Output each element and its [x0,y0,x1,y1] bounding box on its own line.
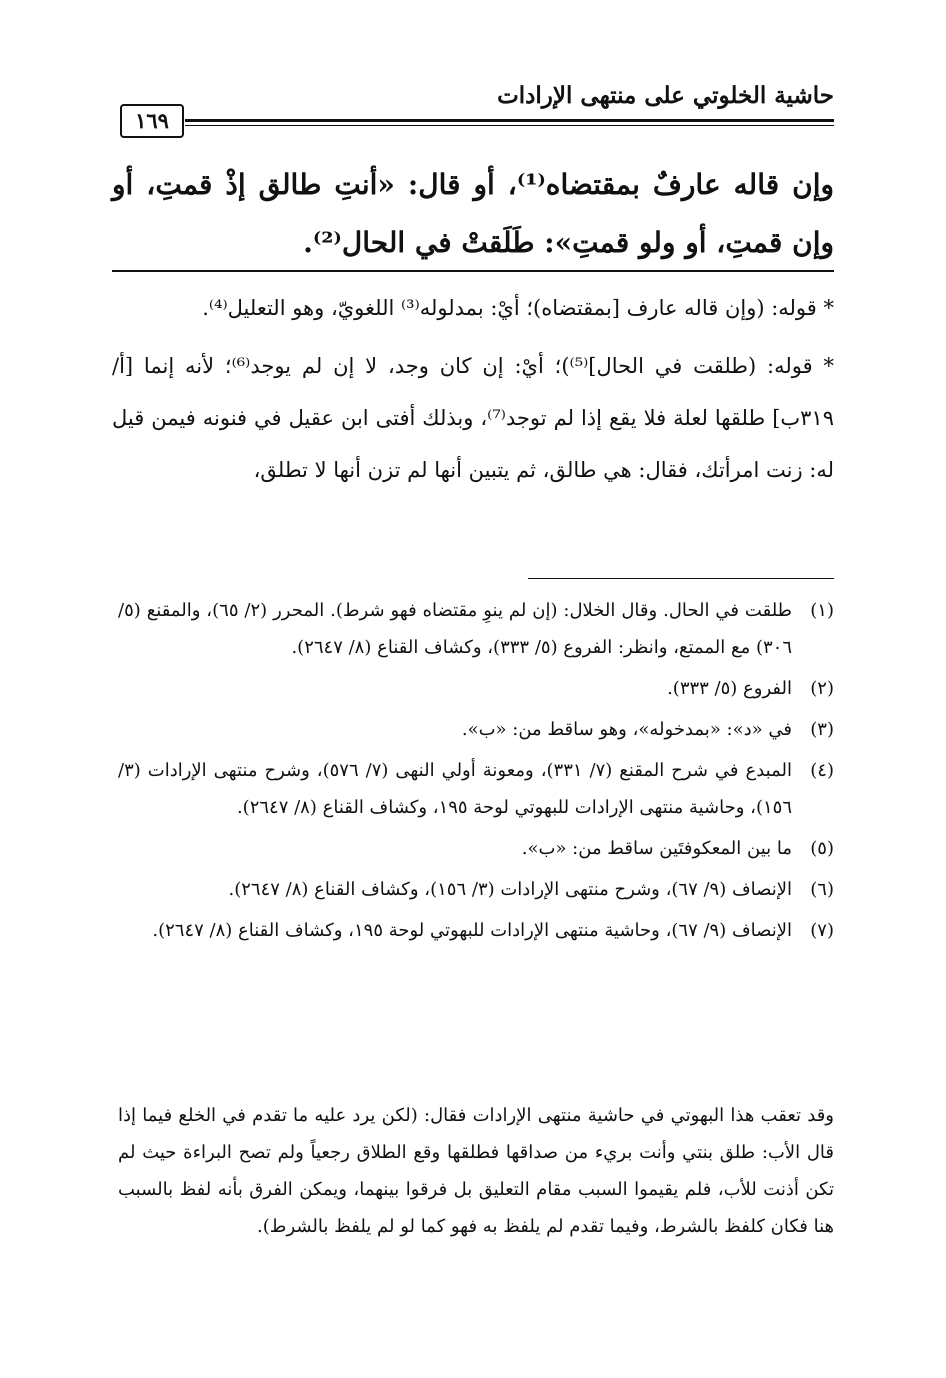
footnote-number: (٣) [810,719,834,740]
commentary-paragraph-2: * قوله: (طلقت في الحال]⁽⁵⁾)؛ أيْ: إن كان وجد، لا إن لم يوجد⁽⁶⁾؛ لأنه إنما [أ/ ٣١٩ب] طلقها لعلة فلا يقع إذا لم توجد⁽⁷⁾، وبذلك أفتى ابن عقيل في فنونه فيمن قيل له: زنت امرأتك، فقال: هي طالق، ثم يتبين أنها لم تزن أنها لا تطلق، [112,354,835,482]
footnotes [118,592,834,953]
footnote-text: طلقت في الحال. وقال الخلال: (إن لم ينوِ مقتضاه فهو شرط). المحرر (٢/ ٦٥)، والمقنع (٥/ ٣٠٦) مع الممتع، وانظر: الفروع (٥/ ٣٣٣)، وكشاف القناع (٨/ ٢٦٤٧). [118,600,792,658]
footnote-item [118,711,834,748]
footnote-text: في «د»: «بمدخوله»، وهو ساقط من: «ب». [461,719,792,740]
footnote-number: (٢) [810,678,834,699]
footnote-item [118,752,834,826]
footnote-text: الإنصاف (٩/ ٦٧)، وشرح منتهى الإرادات (٣/ ١٥٦)، وكشاف القناع (٨/ ٢٦٤٧). [228,879,792,900]
footnote-item [118,592,834,666]
footnote-number: (١) [810,600,834,621]
footnote-number: (٥) [810,838,834,859]
main-text: وإن قاله عارفٌ بمقتضاه⁽¹⁾، أو قال: «أنتِ طالق إذْ قمتِ، أو وإن قمتِ، أو ولو قمتِ»: طَلَقتْ في الحال⁽²⁾. [112,168,834,259]
running-header-title: حاشية الخلوتي على منتهى الإرادات [497,82,834,109]
main-text-rule [112,270,834,272]
footnote-text: الفروع (٥/ ٣٣٣). [667,678,792,699]
page-number: ١٦٩ [120,104,184,138]
footnote-text: المبدع في شرح المقنع (٧/ ٣٣١)، ومعونة أولي النهى (٧/ ٥٧٦)، وشرح منتهى الإرادات (٣/ ١٥٦)، وحاشية منتهى الإرادات للبهوتي لوحة ١٩٥، وكشاف القناع (٨/ ٢٦٤٧). [118,760,793,818]
footnote-separator [528,578,834,579]
footnote-item [118,871,834,908]
footnote-number: (٤) [810,760,834,781]
header-rule [185,119,834,126]
footnote-number: (٦) [810,879,834,900]
footnote-item [118,830,834,867]
footnote-text: ما بين المعكوفتَين ساقط من: «ب». [521,838,792,859]
footnote-item [118,670,834,707]
appended-note: وقد تعقب هذا البهوتي في حاشية منتهى الإرادات فقال: (لكن يرد عليه ما تقدم في الخلع فيما إذا قال الأب: طلق بنتي وأنت بريء من صداقها فطلقها وقع الطلاق رجعياً ولم تصح البراءة حيث لم تكن أذنت للأب، فلم يقيموا السبب مقام التعليق بل فرقوا بينهما، ويمكن الفرق بأنه لفظ بالسبب هنا فكان كلفظ بالشرط، وفيما تقدم لم يلفظ به فهو كما لو لم يلفظ بالشرط). [118,1105,834,1237]
commentary-paragraph-1: * قوله: (وإن قاله عارف [بمقتضاه)؛ أيْ: بمدلوله⁽³⁾ اللغويّ، وهو التعليل⁽⁴⁾. [202,296,834,320]
footnote-text: الإنصاف (٩/ ٦٧)، وحاشية منتهى الإرادات للبهوتي لوحة ١٩٥، وكشاف القناع (٨/ ٢٦٤٧). [152,920,792,941]
footnote-number: (٧) [810,920,834,941]
footnote-item [118,912,834,949]
commentary [112,282,834,496]
